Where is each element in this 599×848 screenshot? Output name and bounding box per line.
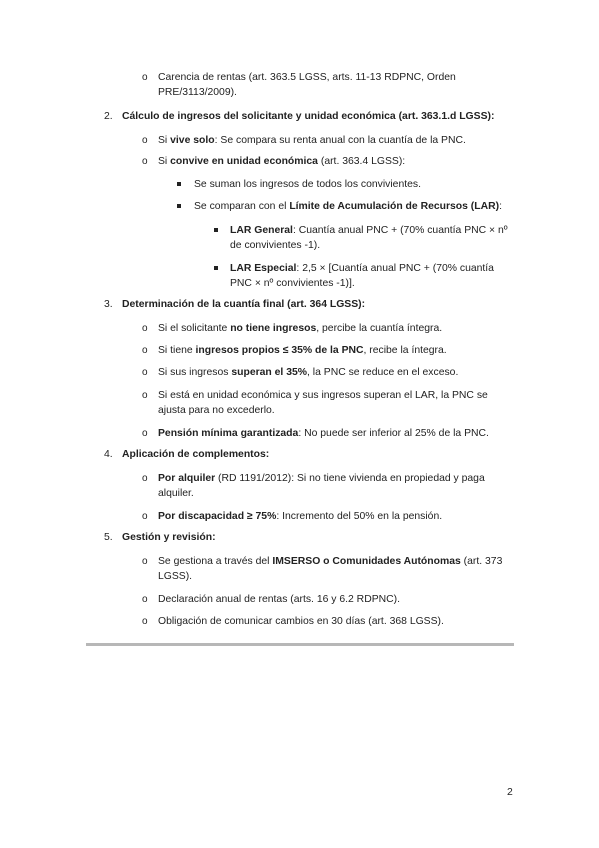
list-item: Si convive en unidad económica (art. 363.4 LGSS):	[158, 156, 406, 167]
list-item-text: ajusta para no excederlo.	[158, 405, 275, 416]
list-item-text: PRE/3113/2009).	[158, 87, 237, 98]
bullet-square-icon	[177, 204, 181, 208]
bullet-circle: o	[142, 323, 148, 334]
horizontal-rule	[86, 643, 514, 646]
list-item-text: Se suman los ingresos de todos los convivientes.	[194, 179, 421, 190]
list-item-text: LGSS).	[158, 571, 193, 582]
bullet-square-icon	[214, 266, 218, 270]
section-number: 5.	[104, 532, 113, 543]
bullet-circle: o	[142, 156, 148, 167]
section-heading: Gestión y revisión:	[122, 532, 216, 543]
list-item-text: Declaración anual de rentas (arts. 16 y 6.2 RDPNC).	[158, 594, 400, 605]
list-item-text: de convivientes -1).	[230, 240, 321, 251]
list-item: LAR Especial: 2,5 × [Cuantía anual PNC + (70% cuantía	[230, 263, 494, 274]
section-heading: Determinación de la cuantía final (art. 364 LGSS):	[122, 299, 366, 310]
list-item-text: Si está en unidad económica y sus ingresos superan el LAR, la PNC se	[158, 390, 488, 401]
bullet-circle: o	[142, 135, 148, 146]
section-heading: Aplicación de complementos:	[122, 449, 270, 460]
bullet-circle: o	[142, 428, 148, 439]
list-item: Si tiene ingresos propios ≤ 35% de la PNC, recibe la íntegra.	[158, 345, 447, 356]
bullet-circle: o	[142, 345, 148, 356]
bullet-square-icon	[214, 228, 218, 232]
list-item: Pensión mínima garantizada: No puede ser inferior al 25% de la PNC.	[158, 428, 489, 439]
list-item: Se gestiona a través del IMSERSO o Comunidades Autónomas (art. 373	[158, 556, 503, 567]
list-item-text: alquiler.	[158, 488, 194, 499]
list-item: LAR General: Cuantía anual PNC + (70% cuantía PNC × nº	[230, 225, 508, 236]
list-item: Si el solicitante no tiene ingresos, percibe la cuantía íntegra.	[158, 323, 443, 334]
list-item: Por discapacidad ≥ 75%: Incremento del 50% en la pensión.	[158, 511, 443, 522]
list-item-text: Carencia de rentas (art. 363.5 LGSS, arts. 11-13 RDPNC, Orden	[158, 72, 456, 83]
section-number: 2.	[104, 111, 113, 122]
list-item: Si sus ingresos superan el 35%, la PNC se reduce en el exceso.	[158, 367, 459, 378]
list-item: Si vive solo: Se compara su renta anual con la cuantía de la PNC.	[158, 135, 466, 146]
section-number: 3.	[104, 299, 113, 310]
bullet-circle: o	[142, 594, 148, 605]
bullet-circle: o	[142, 390, 148, 401]
section-number: 4.	[104, 449, 113, 460]
list-item-text: Obligación de comunicar cambios en 30 días (art. 368 LGSS).	[158, 616, 444, 627]
list-item: Por alquiler (RD 1191/2012): Si no tiene vivienda en propiedad y paga	[158, 473, 485, 484]
list-item-text: PNC × nº convivientes -1)].	[230, 278, 355, 289]
bullet-circle: o	[142, 72, 148, 83]
bullet-circle: o	[142, 556, 148, 567]
section-heading: Cálculo de ingresos del solicitante y unidad económica (art. 363.1.d LGSS):	[122, 111, 495, 122]
bullet-circle: o	[142, 511, 148, 522]
bullet-square-icon	[177, 182, 181, 186]
page-number: 2	[507, 787, 513, 798]
bullet-circle: o	[142, 616, 148, 627]
bullet-circle: o	[142, 367, 148, 378]
list-item: Se comparan con el Límite de Acumulación de Recursos (LAR):	[194, 201, 502, 212]
bullet-circle: o	[142, 473, 148, 484]
